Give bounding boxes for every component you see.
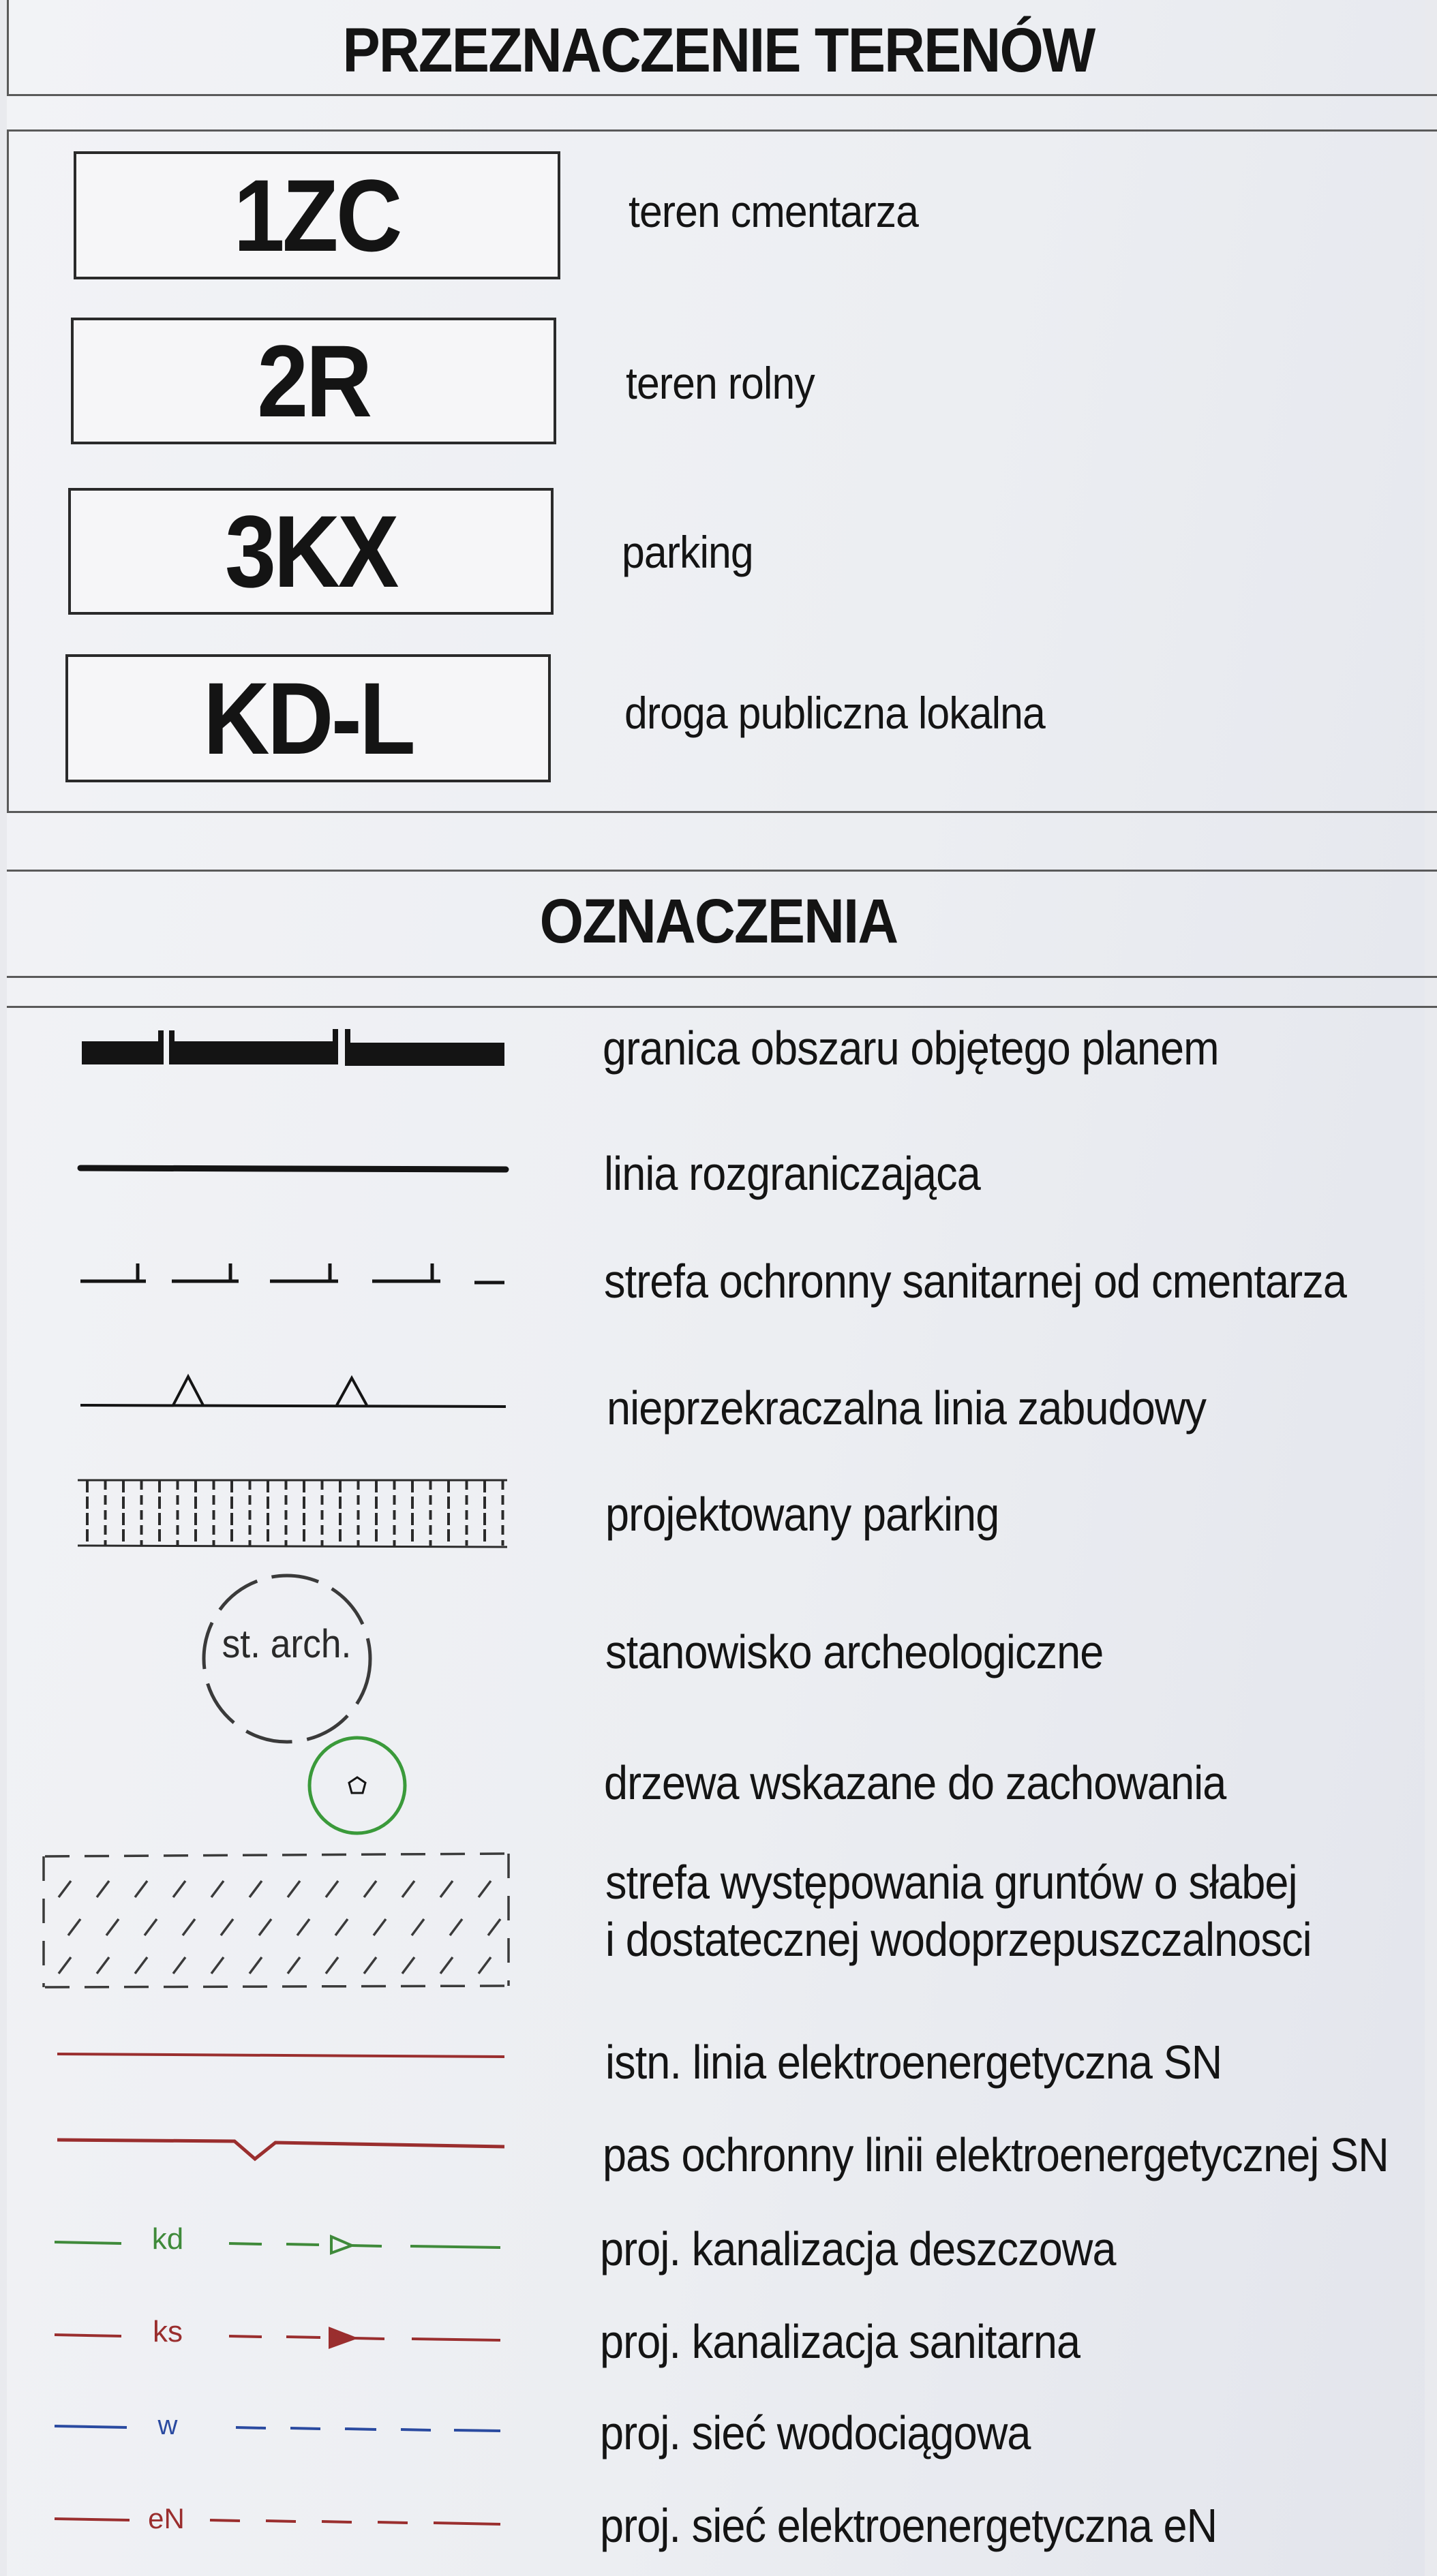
water-network-code: w [157, 2410, 178, 2440]
frame-line [7, 129, 1437, 132]
legend-label: proj. sieć wodociągowa [600, 2406, 1031, 2459]
frame-line [7, 1006, 1437, 1008]
frame-line [7, 811, 1437, 813]
legend-label: stanowisko archeologiczne [605, 1625, 1104, 1678]
soil-permeability-zone-symbol [38, 1847, 515, 1997]
frame-line [7, 129, 9, 811]
section-title-przeznaczenie: PRZEZNACZENIE TERENÓW [342, 16, 1095, 85]
legend-label: granica obszaru objętego planem [603, 1022, 1219, 1075]
legend-label: projektowany parking [605, 1488, 999, 1541]
sanitary-sewer-code: ks [153, 2315, 183, 2348]
frame-line [7, 870, 1437, 872]
zone-description: droga publiczna lokalna [624, 688, 1045, 738]
water-network-symbol [50, 2408, 521, 2449]
building-line-symbol [75, 1363, 525, 1417]
legend-label-line1: strefa występowania gruntów o słabej [605, 1856, 1297, 1909]
power-line-existing-symbol [55, 2044, 518, 2065]
legend-label: istn. linia elektroenergetyczna SN [605, 2036, 1222, 2089]
frame-line [7, 94, 1437, 96]
zone-code-box [65, 654, 551, 782]
frame-line [7, 976, 1437, 978]
legend-label: nieprzekraczalna linia zabudowy [607, 1381, 1207, 1435]
zone-description: teren cmentarza [629, 186, 918, 236]
archaeological-site-symbol [196, 1567, 380, 1751]
zone-code-box [68, 488, 554, 615]
power-network-code: eN [148, 2502, 185, 2534]
zone-code-box [71, 318, 556, 444]
parking-hatch-symbol [74, 1475, 524, 1554]
legend-label: proj. sieć elektroenergetyczna eN [600, 2499, 1217, 2552]
frame-line [7, 0, 9, 94]
plan-boundary-symbol [75, 1015, 525, 1077]
legend-label: drzewa wskazane do zachowania [604, 1756, 1226, 1809]
demarcation-line-symbol [75, 1159, 525, 1179]
zone-code: 2R [257, 323, 370, 438]
legend-label: strefa ochronny sanitarnej od cmentarza [604, 1255, 1346, 1308]
zone-description: teren rolny [626, 358, 815, 408]
legend-label-multiline [605, 1854, 1312, 1968]
section-title-oznaczenia: OZNACZENIA [539, 887, 898, 956]
zone-code: 1ZC [233, 157, 401, 273]
power-line-protection-symbol [55, 2128, 518, 2168]
power-network-symbol [50, 2501, 521, 2542]
legend-label: proj. kanalizacja sanitarna [600, 2315, 1080, 2368]
legend-label: pas ochronny linii elektroenergetycznej SN [603, 2128, 1389, 2181]
zone-description: parking [622, 527, 753, 577]
zone-code: KD-L [202, 660, 413, 776]
zone-code: 3KX [225, 493, 397, 609]
zone-code-box [74, 151, 560, 279]
storm-sewer-code: kd [151, 2222, 184, 2256]
archaeological-site-text: st. arch. [222, 1621, 352, 1666]
legend-label: proj. kanalizacja deszczowa [600, 2222, 1116, 2275]
legend-label-line2: i dostatecznej wodoprzepuszczalnosci [605, 1913, 1312, 1966]
sanitary-zone-symbol [75, 1254, 525, 1295]
storm-sewer-symbol [50, 2222, 521, 2263]
legend-label: linia rozgraniczająca [604, 1147, 980, 1200]
preserved-tree-symbol [303, 1731, 412, 1840]
sanitary-sewer-symbol [50, 2317, 521, 2358]
